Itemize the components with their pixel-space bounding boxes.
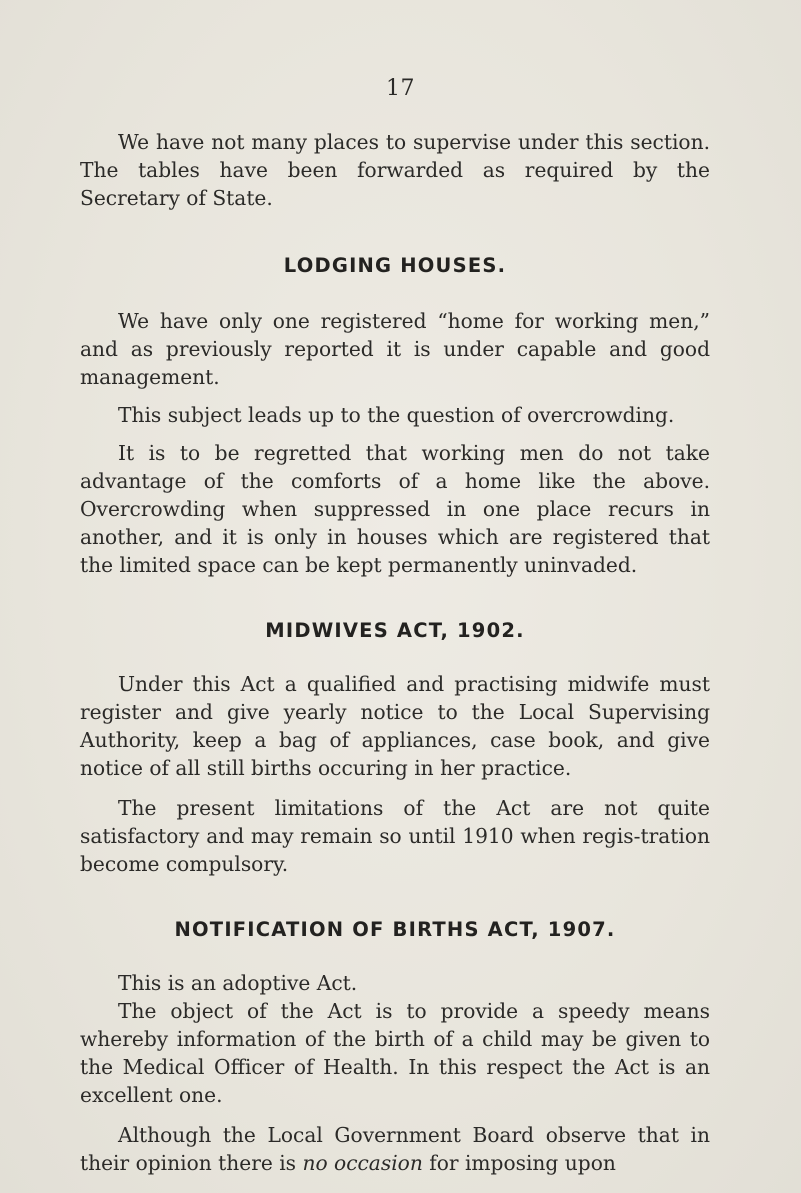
notification-paragraph-3-after: for imposing upon bbox=[422, 1151, 616, 1175]
notification-act-heading: NOTIFICATION OF BIRTHS ACT, 1907. bbox=[174, 918, 616, 941]
midwives-paragraph-2: The present limitations of the Act are not quite satisfactory and may remain so until 1910 when regis-tration become compulsory. bbox=[80, 796, 710, 876]
intro-paragraph: We have not many places to supervise under this section. The tables have been forwarded as required by the Secretary of State. bbox=[80, 130, 710, 210]
lodging-paragraph-2: This subject leads up to the question of overcrowding. bbox=[118, 403, 675, 427]
midwives-act-heading: MIDWIVES ACT, 1902. bbox=[265, 619, 525, 642]
lodging-paragraph-1: We have only one registered “home for working men,” and as previously reported it is under capable and good management. bbox=[80, 309, 710, 389]
notification-paragraph-3-before: Although the Local Government Board observe that in their opinion there is bbox=[80, 1123, 710, 1175]
lodging-houses-heading: LODGING HOUSES. bbox=[283, 254, 507, 277]
emphasis-no-occasion: no occasion bbox=[302, 1151, 423, 1175]
page-number: 17 bbox=[386, 76, 415, 101]
notification-paragraph-1: This is an adoptive Act. bbox=[118, 971, 358, 995]
page-body bbox=[80, 128, 710, 1177]
notification-paragraph-2: The object of the Act is to provide a speedy means whereby information of the birth of a child may be given to the Medical Officer of Health. In this respect the Act is an excellent one. bbox=[80, 999, 710, 1107]
midwives-paragraph-1: Under this Act a qualified and practising midwife must register and give yearly notice to the Local Supervising Authority, keep a bag of appliances, case book, and give notice of all still births occuring in her practice. bbox=[80, 672, 710, 780]
notification-paragraph-3 bbox=[80, 1121, 710, 1177]
lodging-paragraph-3: It is to be regretted that working men do not take advantage of the comforts of a home like the above. Overcrowding when suppressed in one place recurs in another, and it is only in houses which are registered that the limited space can be kept permanently uninvaded. bbox=[80, 441, 710, 577]
